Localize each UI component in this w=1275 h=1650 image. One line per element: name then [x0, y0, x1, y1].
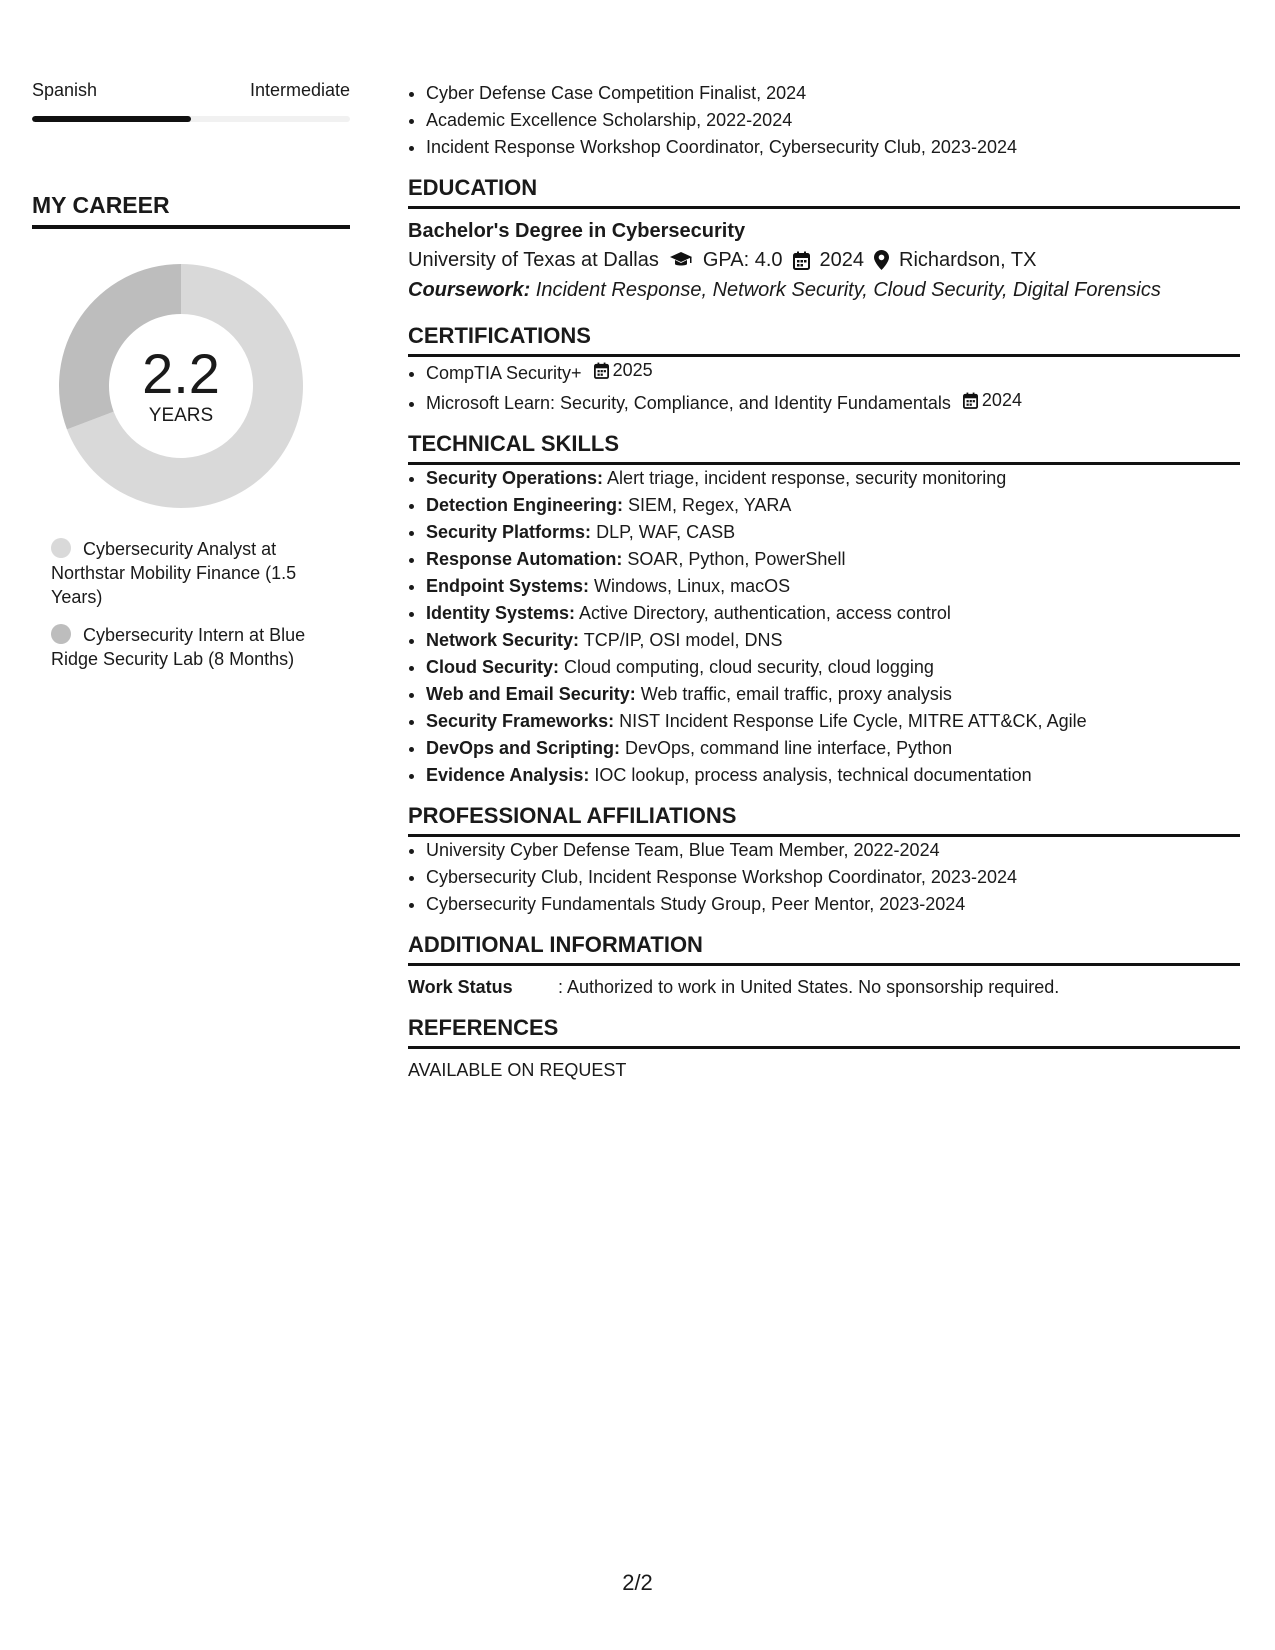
legend-label: Cybersecurity Analyst at Northstar Mobility Finance (1.5 Years): [51, 539, 297, 607]
skill-label: DevOps and Scripting:: [426, 738, 621, 758]
list-item: • Cybersecurity Club, Incident Response Workshop Coordinator, 2023-2024: [426, 864, 1240, 891]
skill-value: Cloud computing, cloud security, cloud logging: [559, 657, 934, 677]
skill-value: NIST Incident Response Life Cycle, MITRE ATT&CK, Agile: [614, 711, 1087, 731]
list-item: [426, 492, 1240, 519]
career-title: MY CAREER: [32, 192, 350, 229]
coursework: [408, 275, 1240, 305]
gpa: GPA: 4.0: [702, 249, 783, 271]
list-item: • University Cyber Defense Team, Blue Team Member, 2022-2024: [426, 837, 1240, 864]
graduation-cap-icon: [669, 251, 693, 269]
skill-label: Web and Email Security:: [426, 684, 636, 704]
language-proficiency-bar: [32, 116, 350, 122]
career-total-years: 2.2: [142, 342, 220, 405]
references-title: REFERENCES: [408, 1015, 1240, 1049]
skill-label: Evidence Analysis:: [426, 765, 590, 785]
skill-value: Web traffic, email traffic, proxy analysis: [635, 684, 952, 704]
legend-dot: [51, 538, 71, 558]
list-item: [426, 627, 1240, 654]
coursework-list: Incident Response, Network Security, Cloud Security, Digital Forensics: [530, 279, 1161, 301]
skill-label: Detection Engineering:: [426, 495, 624, 515]
skill-value: SIEM, Regex, YARA: [623, 495, 792, 515]
technical-skills-title: TECHNICAL SKILLS: [408, 431, 1240, 465]
skill-value: Active Directory, authentication, access control: [575, 603, 951, 623]
list-item: [426, 600, 1240, 627]
list-item: • Cyber Defense Case Competition Finalist, 2024: [426, 80, 1240, 107]
skill-value: DLP, WAF, CASB: [591, 522, 736, 542]
skill-label: Response Automation:: [426, 549, 623, 569]
work-status-row: [408, 974, 1240, 1001]
legend-item: [51, 623, 321, 671]
skill-value: DevOps, command line interface, Python: [620, 738, 953, 758]
list-item: [426, 519, 1240, 546]
sidebar: [32, 80, 350, 685]
legend-dot: [51, 624, 71, 644]
cert-name: CompTIA Security+: [426, 363, 582, 383]
location-pin-icon: [874, 250, 889, 270]
coursework-label: Coursework:: [408, 279, 531, 301]
work-status-value: : Authorized to work in United States. No sponsorship required.: [558, 977, 1060, 997]
skill-value: Windows, Linux, macOS: [589, 576, 791, 596]
degree-name: Bachelor's Degree in Cybersecurity: [408, 220, 746, 242]
calendar-icon: [793, 251, 810, 270]
skill-label: Cloud Security:: [426, 657, 560, 677]
skill-label: Network Security:: [426, 630, 580, 650]
main-content: [408, 80, 1240, 1084]
list-item: [426, 465, 1240, 492]
career-legend: [51, 537, 321, 671]
legend-label: Cybersecurity Intern at Blue Ridge Security Lab (8 Months): [51, 625, 306, 669]
education-section: [408, 217, 1240, 305]
skill-label: Security Frameworks:: [426, 711, 615, 731]
list-item: [426, 387, 1240, 417]
cert-date: 2025: [612, 360, 653, 380]
list-item: [426, 762, 1240, 789]
donut-center: [56, 261, 306, 511]
additional-information-title: ADDITIONAL INFORMATION: [408, 932, 1240, 966]
cert-name: Microsoft Learn: Security, Compliance, and Identity Fundamentals: [426, 393, 951, 413]
list-item: • Incident Response Workshop Coordinator, Cybersecurity Club, 2023-2024: [426, 134, 1240, 161]
calendar-icon: [963, 392, 978, 409]
calendar-icon: [594, 362, 609, 379]
skill-label: Security Operations:: [426, 468, 604, 488]
graduation-year: 2024: [819, 249, 865, 271]
list-item: [426, 573, 1240, 600]
affiliations-list: [408, 837, 1240, 918]
skill-value: TCP/IP, OSI model, DNS: [579, 630, 783, 650]
list-item: [426, 654, 1240, 681]
page-number: 2/2: [622, 1570, 653, 1595]
work-status-label: Work Status: [408, 977, 513, 997]
cert-date: 2024: [981, 390, 1022, 410]
affiliations-title: PROFESSIONAL AFFILIATIONS: [408, 803, 1240, 837]
certifications-list: [408, 357, 1240, 417]
references-text: AVAILABLE ON REQUEST: [408, 1060, 627, 1080]
list-item: [426, 546, 1240, 573]
awards-list: [408, 80, 1240, 161]
career-donut-chart: [56, 261, 306, 511]
legend-item: [51, 537, 321, 609]
certifications-title: CERTIFICATIONS: [408, 323, 1240, 357]
skills-list: [408, 465, 1240, 789]
list-item: [426, 681, 1240, 708]
list-item: • Academic Excellence Scholarship, 2022-2024: [426, 107, 1240, 134]
list-item: [426, 708, 1240, 735]
language-level: Intermediate: [249, 80, 350, 100]
skill-label: Endpoint Systems:: [426, 576, 590, 596]
list-item: [426, 735, 1240, 762]
language-row: [32, 80, 350, 104]
list-item: • Cybersecurity Fundamentals Study Group, Peer Mentor, 2023-2024: [426, 891, 1240, 918]
skill-label: Security Platforms:: [426, 522, 592, 542]
skill-label: Identity Systems:: [426, 603, 576, 623]
language-name: Spanish: [32, 80, 98, 100]
skill-value: Alert triage, incident response, security monitoring: [603, 468, 1007, 488]
skill-value: IOC lookup, process analysis, technical documentation: [589, 765, 1032, 785]
list-item: [426, 357, 1240, 387]
school-location: Richardson, TX: [899, 249, 1037, 271]
language-proficiency-fill: [32, 116, 191, 122]
education-title: EDUCATION: [408, 175, 1240, 209]
school-name: University of Texas at Dallas: [408, 249, 659, 271]
career-years-unit: YEARS: [148, 405, 214, 426]
skill-value: SOAR, Python, PowerShell: [622, 549, 846, 569]
education-details: [408, 245, 1240, 275]
